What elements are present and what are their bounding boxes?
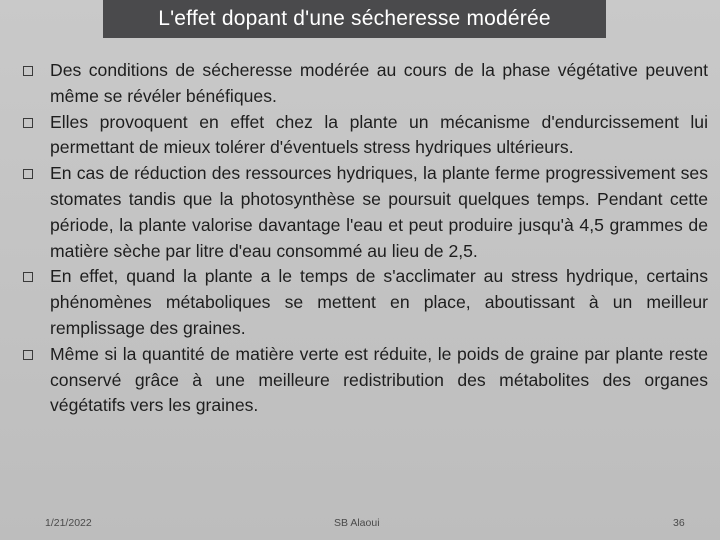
bullet-text: En cas de réduction des ressources hydriques, la plante ferme progressivement ses stomates tandis que la photosynthèse se poursuit quelques temps. Pendant cette période, la plante valorise davantage l'eau et peut produire jusqu'à 4,5 grammes de matière sèche par litre d'eau consommé au lieu de 2,5. xyxy=(50,163,708,261)
bullet-text: Elles provoquent en effet chez la plante un mécanisme d'endurcissement lui permettant de mieux tolérer d'éventuels stress hydriques ultérieurs. xyxy=(50,111,708,158)
slide-title: L'effet dopant d'une sécheresse modérée xyxy=(158,7,551,30)
bullet-text: Même si la quantité de matière verte est réduite, le poids de graine par plante reste conservé grâce à une meilleure redistribution des métabolites des organes végétatifs vers les graines. xyxy=(50,343,708,416)
hollow-square-bullet-icon xyxy=(22,65,34,77)
hollow-square-bullet-icon xyxy=(22,168,34,180)
list-item xyxy=(22,161,708,264)
hollow-square-bullet-icon xyxy=(22,117,34,129)
hollow-square-bullet-icon xyxy=(22,271,34,283)
list-item xyxy=(22,264,708,341)
footer-author: SB Alaoui xyxy=(334,517,380,529)
hollow-square-bullet-icon xyxy=(22,349,34,361)
bullet-text: En effet, quand la plante a le temps de s'acclimater au stress hydrique, certains phénomènes métaboliques se mettent en place, aboutissant à un meilleur remplissage des graines. xyxy=(50,266,708,338)
title-bar xyxy=(103,0,606,38)
bullet-list xyxy=(22,58,708,419)
list-item xyxy=(22,342,708,419)
list-item xyxy=(22,110,708,162)
footer-date: 1/21/2022 xyxy=(45,517,92,529)
page-number: 36 xyxy=(673,517,685,529)
list-item xyxy=(22,58,708,110)
bullet-text: Des conditions de sécheresse modérée au cours de la phase végétative peuvent même se révéler bénéfiques. xyxy=(50,60,708,106)
